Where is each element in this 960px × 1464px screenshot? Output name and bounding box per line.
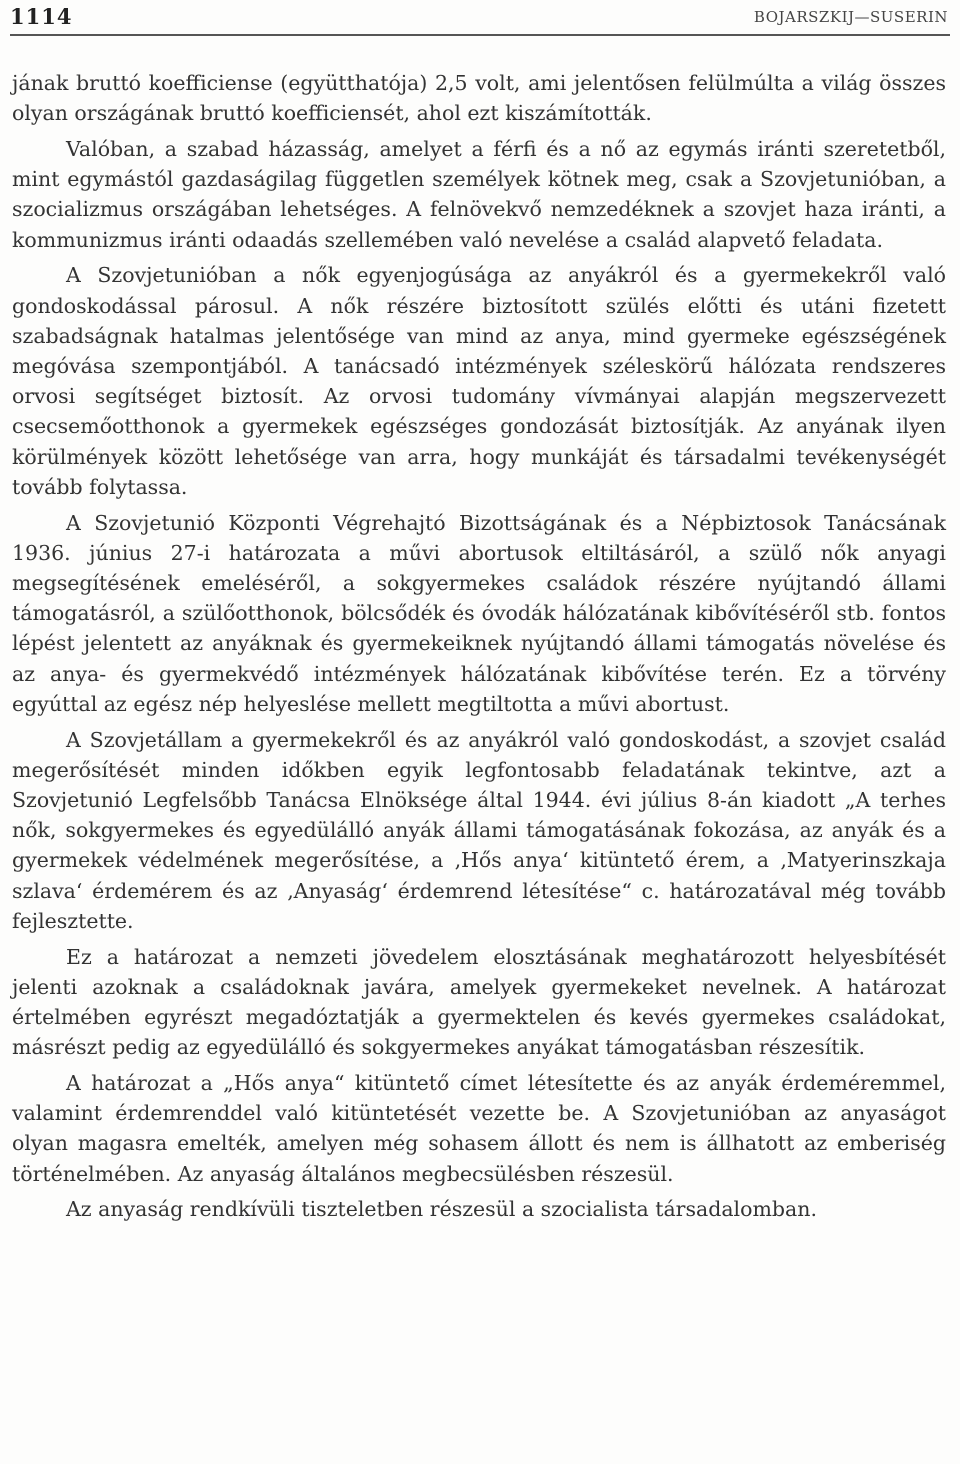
header-rule — [10, 34, 950, 36]
page-number: 1114 — [10, 4, 73, 29]
page-header — [10, 4, 948, 30]
body-text — [12, 68, 946, 1230]
paragraph-6: Ez a határozat a nemzeti jövedelem elosztásának meghatározott helyesbítését jelenti azoknak a családoknak javára, amelyek gyermekeket nevelnek. A határozat értelmében egyrészt megadóztatják a gyermektelen és kevés gyermekes családokat, másrészt pedig az egyedülálló és sokgyermekes anyákat támogatásban részesítik. — [12, 944, 946, 1060]
running-head: BOJARSZKIJ—SUSERIN — [753, 8, 948, 26]
paragraph-7: A határozat a „Hős anya“ kitüntető címet létesítette és az anyák érdeméremmel, valamint érdemrenddel való kitüntetését vezette be. A Szovjetunióban az anyaságot olyan magasra emelték, amelyen még sohasem állott és nem is állhatott az emberiség történelmében. Az anyaság általános megbecsülésben részesül. — [12, 1071, 946, 1186]
paragraph-2: Valóban, a szabad házasság, amelyet a férfi és a nő az egymás iránti szeretetből, mint egymástól gazdaságilag független személyek kötnek meg, csak a Szovjetunióban, a szocializmus országában lehetséges. A felnövekvő nemzedéknek a szovjet haza iránti, a kommunizmus iránti odaadás szellemében való nevelése a család alapvető feladata. — [12, 137, 946, 252]
paragraph-1: jának bruttó koefficiense (együtthatója) 2,5 volt, ami jelentősen felülmúlta a világ összes olyan országának bruttó koefficiensét, ahol ezt kiszámították. — [12, 71, 946, 126]
paragraph-4: A Szovjetunió Központi Végrehajtó Bizottságának és a Népbiztosok Tanácsának 1936. június 27-i határozata a művi abortusok eltiltásáról, a szülő nők anyagi megsegítésének emeléséről, a sokgyermekes családok részére nyújtandó állami támogatásról, a szülőotthonok, bölcsődék és óvodák hálózatának kibővítéséről stb. fontos lépést jelentett az anyáknak és gyermekeiknek nyújtandó állami támogatás növelése és az anya- és gyermekvédő intézmények hálózatának kibővítése terén. Ez a törvény egyúttal az egész nép helyeslése mellett megtiltotta a művi abortust. — [12, 510, 946, 716]
paragraph-5: A Szovjetállam a gyermekekről és az anyákról való gondoskodást, a szovjet család megerősítését minden időkben egyik legfontosabb feladatának tekintve, azt a Szovjetunió Legfelsőbb Tanácsa Elnöksége által 1944. évi július 8-án kiadott „A terhes nők, sokgyermekes és egyedülálló anyák állami támogatásának fokozása, az anyák és a gyermekek védelmének megerősítése, a ‚Hős anya‘ kitüntető érem, a ‚Matyerinszkaja szlava‘ érdemérem és az ‚Anyaság‘ érdemrend létesítése“ c. határozatával még tovább fejlesztette. — [12, 727, 946, 933]
paragraph-8: Az anyaság rendkívüli tiszteletben részesül a szocialista társadalomban. — [66, 1197, 817, 1222]
paragraph-3: A Szovjetunióban a nők egyenjogúsága az anyákról és a gyermekekről való gondoskodással párosul. A nők részére biztosított szülés előtti és utáni fizetett szabadságnak hatalmas jelentősége van mind az anya, mind gyermeke egészségének megóvása szempontjából. A tanácsadó intézmények széleskörű hálózata rendszeres orvosi segítséget biztosít. Az orvosi tudomány vívmányai alapján megszervezett csecsemőotthonok a gyermekek egészséges gondozását biztosítják. Az anyának ilyen körülmények között lehetősége van arra, hogy munkáját és társadalmi tevékenységét tovább folytassa. — [12, 263, 946, 499]
